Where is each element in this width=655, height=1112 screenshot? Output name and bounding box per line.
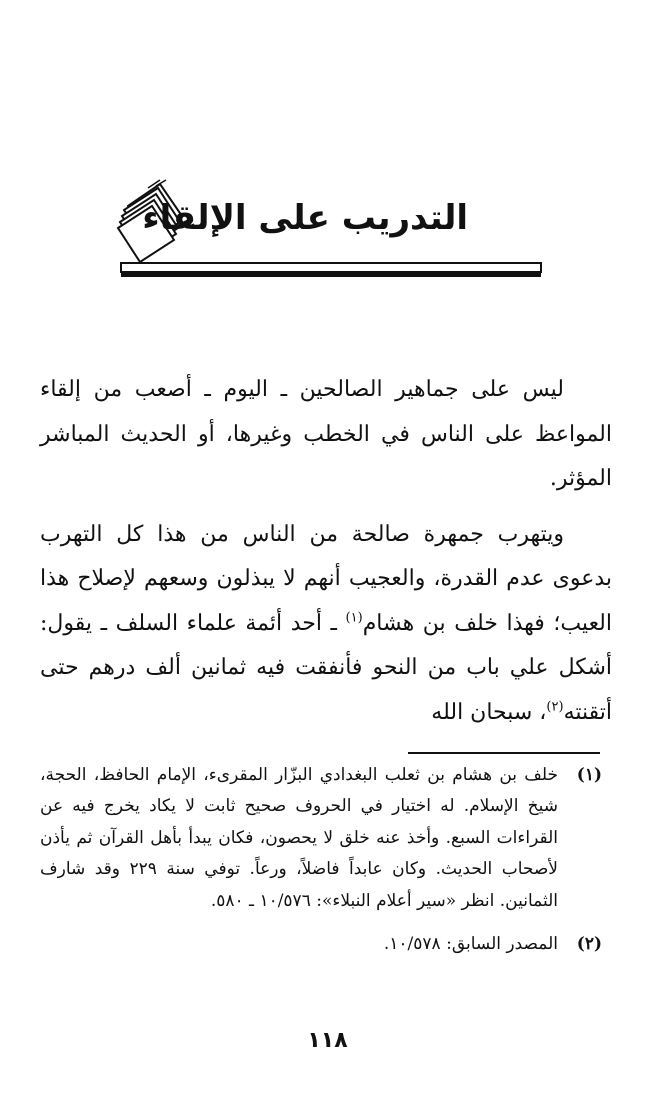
page-number: ١١٨ [307,1028,348,1053]
paragraph-2-continuation: ـ أحد أئمة علماء السلف ـ يقول: أشكل علي باب من النحو فأنفقت فيه ثمانين ألف درهم حتى أتقنته [40,610,612,725]
footnotes [40,760,602,960]
footnote-ref-2[interactable]: (٢) [546,699,564,715]
footnote-number: (١) [576,765,602,785]
paragraph-1: ليس على جماهير الصالحين ـ اليوم ـ أصعب من إلقاء المواعظ على الناس في الخطب وغيرها، أو الحديث المباشر المؤثر. [40,377,612,491]
body-text [40,368,612,735]
footnote-number: (٢) [576,934,602,955]
chapter-title: التدريب على الإلقاء [142,198,468,238]
paragraph-2-tail: ، سبحان الله [431,699,547,725]
footnote-2 [40,929,602,960]
chapter-heading [108,168,548,286]
footnote-ref-1[interactable]: (١) [345,610,363,626]
footnote-1 [40,760,602,917]
footnote-text: المصدر السابق: ١٠/٥٧٨. [383,934,558,955]
footnote-text: خلف بن هشام بن ثعلب البغدادي البزّار المقرىء، الإمام الحافظ، الحجة، شيخ الإسلام. له اختيار في الحروف صحيح ثابت لا يكاد يخرج فيه عن القراءات السبع. وأخذ عنه خلق لا يحصون، فكان يبدأ بأهل القرآن ثم يأذن لأصحاب الحديث. وكان عابداً فاضلاً، ورعاً. توفي سنة ٢٢٩ وقد شارف الثمانين. انظر «سير أعلام النبلاء»: ١٠/٥٧٦ ـ ٥٨٠. [40,765,558,911]
footnote-separator [408,752,600,754]
paragraph-2 [40,513,612,736]
title-underline-bar [120,262,542,278]
paragraph-2-text: ويتهرب جمهرة صالحة من الناس من هذا كل التهرب بدعوى عدم القدرة، والعجيب أنهم لا يبذلون وسعهم لإصلاح هذا العيب؛ فهذا خلف بن هشام [40,521,613,636]
